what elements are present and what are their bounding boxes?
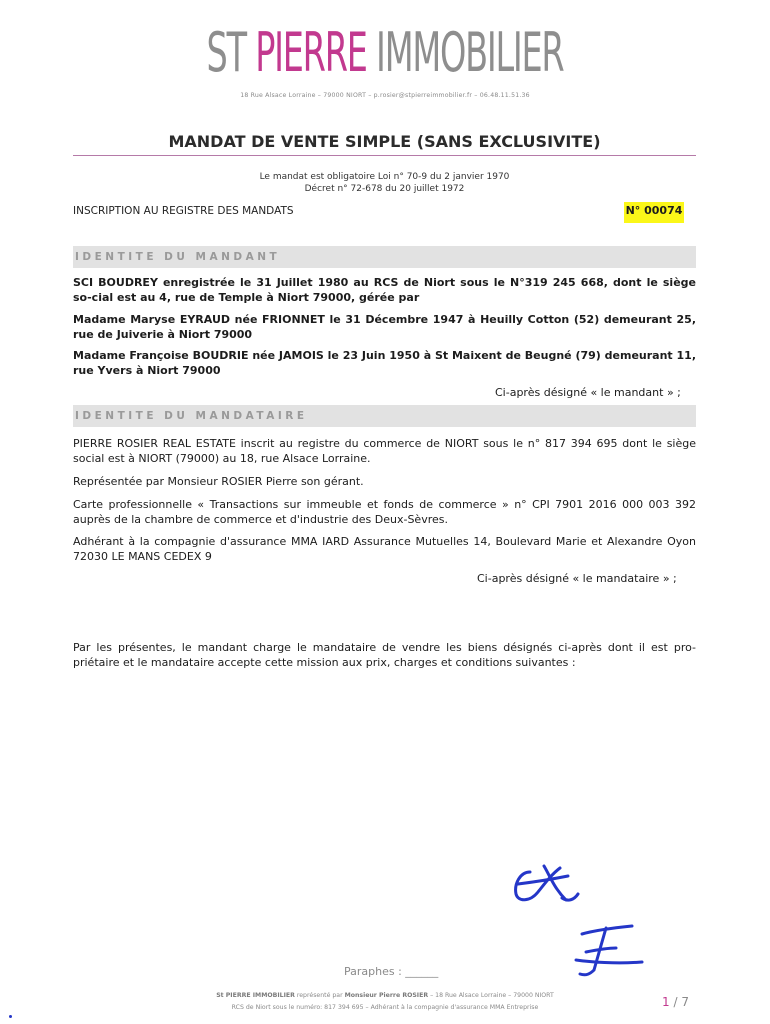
footer-line-2: RCS de Niort sous le numéro: 817 394 695 – Adhérant à la compagnie d'assurance MMA Entreprise (231, 1004, 539, 1011)
footer-address: – 18 Rue Alsace Lorraine – 79000 NIORT (428, 992, 554, 999)
handwritten-initials-signature-1 (508, 858, 588, 908)
mandataire-representative: Représentée par Monsieur ROSIER Pierre son gérant. (73, 475, 364, 488)
title-divider (73, 155, 696, 156)
logo-st: ST (206, 21, 246, 84)
mandant-person-1: Madame Maryse EYRAUD née FRIONNET le 31 Décembre 1947 à Heuilly Cotton (52) demeurant 25, rue de Juiverie à Niort 79000 (73, 313, 696, 341)
footer-line-1 (140, 992, 630, 999)
document-title: MANDAT DE VENTE SIMPLE (SANS EXCLUSIVITE) (168, 132, 601, 151)
section-header-mandant: IDENTITE DU MANDANT (73, 246, 696, 268)
mandataire-company-paragraph: PIERRE ROSIER REAL ESTATE inscrit au registre du commerce de NIORT sous le n° 817 394 695 dont le siège social est à NIORT (79000) au 18, rue Alsace Lorraine. (73, 437, 696, 465)
footer-person: Monsieur Pierre ROSIER (344, 992, 429, 999)
page-total: / 7 (669, 995, 689, 1009)
mission-paragraph: Par les présentes, le mandant charge le mandataire de vendre les biens désignés ci-après dont il est pro-priétaire et le mandataire accepte cette mission aux prix, charges et conditions suivantes : (73, 641, 696, 669)
company-logo (146, 22, 623, 84)
handwritten-initials-signature-2 (566, 920, 652, 980)
legal-mention-law: Le mandat est obligatoire Loi n° 70-9 du 2 janvier 1970 (259, 172, 510, 182)
page-number (662, 995, 689, 1009)
footer-brand: St PIERRE IMMOBILIER (216, 992, 295, 999)
mandant-person-2: Madame Françoise BOUDRIE née JAMOIS le 23 Juin 1950 à St Maixent de Beugné (79) demeurant 11, rue Yvers à Niort 79000 (73, 349, 696, 377)
paraphes-label: Paraphes : ______ (344, 965, 439, 978)
mandataire-designation: Ci-après désigné « le mandataire » ; (477, 572, 677, 585)
page-current: 1 (662, 995, 670, 1009)
mandataire-insurance-paragraph: Adhérant à la compagnie d'assurance MMA IARD Assurance Mutuelles 14, Boulevard Marie et Alexandre Oyon 72030 LE MANS CEDEX 9 (73, 535, 696, 563)
header-address: 18 Rue Alsace Lorraine – 79000 NIORT – p.rosier@stpierreimmobilier.fr – 06.48.11.51.36 (240, 92, 530, 99)
section-header-mandataire: IDENTITE DU MANDATAIRE (73, 405, 696, 427)
footer-represented: représenté par (294, 992, 345, 999)
registre-label: INSCRIPTION AU REGISTRE DES MANDATS (73, 205, 294, 217)
logo-pierre: PIERRE (255, 21, 367, 84)
mandant-designation: Ci-après désigné « le mandant » ; (495, 386, 681, 399)
logo-immobilier: IMMOBILIER (376, 21, 564, 84)
mandant-sci-paragraph: SCI BOUDREY enregistrée le 31 Juillet 1980 au RCS de Niort sous le N°319 245 668, dont le siège so-cial est au 4, rue de Temple à Niort 79000, gérée par (73, 276, 696, 304)
legal-mention-decree: Décret n° 72-678 du 20 juillet 1972 (304, 184, 465, 194)
ink-dot (9, 1015, 12, 1018)
mandataire-card-paragraph: Carte professionnelle « Transactions sur immeuble et fonds de commerce » n° CPI 7901 2016 000 003 392 auprès de la chambre de commerce et d'industrie des Deux-Sèvres. (73, 498, 696, 526)
mandat-number: N° 00074 (624, 202, 684, 223)
